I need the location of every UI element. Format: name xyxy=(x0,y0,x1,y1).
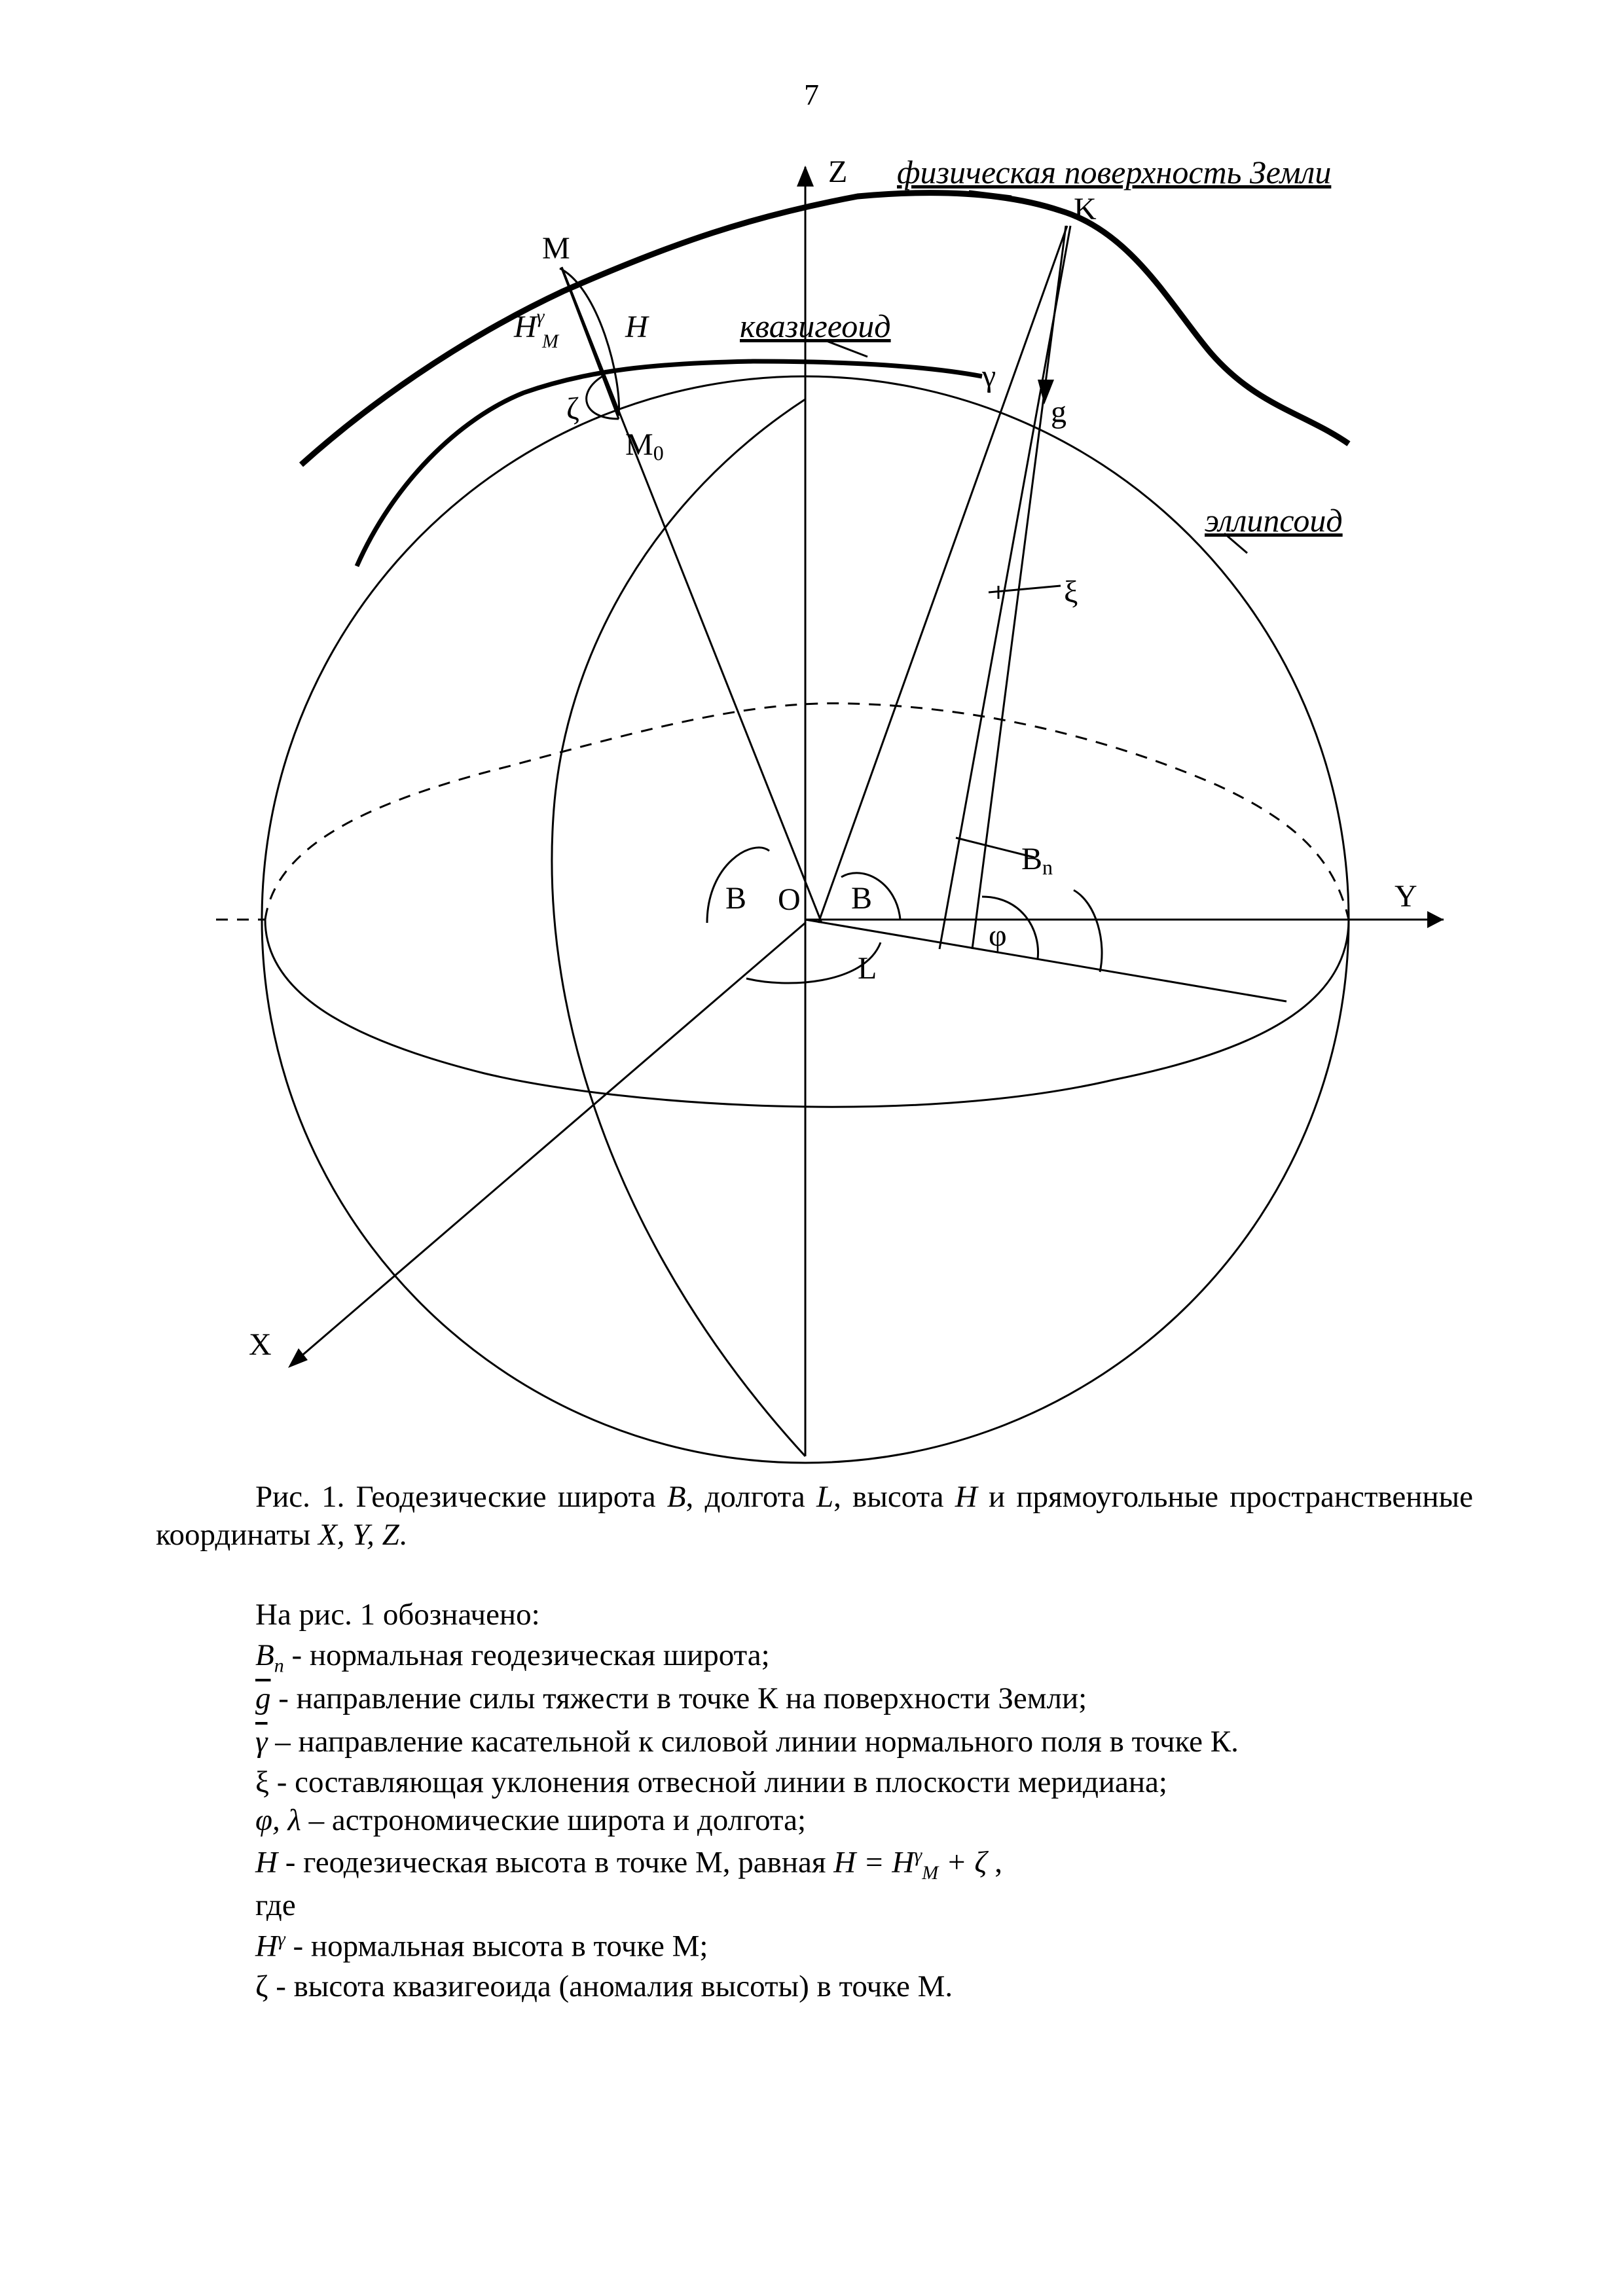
b-left-label: B xyxy=(725,881,747,916)
z-axis-label: Z xyxy=(828,154,848,189)
origin-label: O xyxy=(778,882,801,917)
bn-label: Bn xyxy=(1021,842,1053,879)
point-k-label: K xyxy=(1074,192,1097,226)
y-axis-label: Y xyxy=(1395,879,1417,914)
caption-part2: , долгота xyxy=(685,1480,816,1514)
legend-xi xyxy=(255,1765,1167,1800)
legend-gamma-text: – направление касательной к силовой линии нормального поля в точке К. xyxy=(267,1725,1239,1759)
g-label: g xyxy=(1051,395,1067,429)
ellipsoid-label: эллипсоид xyxy=(1205,502,1343,539)
gamma-label: γ xyxy=(982,359,996,393)
l-label: L xyxy=(858,951,877,986)
caption-xyz: X, Y, Z xyxy=(318,1518,399,1552)
legend-hg-symbol: H xyxy=(255,1929,278,1964)
point-m-label: M xyxy=(542,231,570,266)
figure-caption xyxy=(156,1478,1473,1554)
bn-arc xyxy=(1074,890,1102,972)
height-h-label: H xyxy=(625,310,648,344)
quasigeoid-label: квазигеоид xyxy=(740,308,891,344)
caption-h: H xyxy=(955,1480,977,1514)
legend-formula-sub: M xyxy=(922,1862,939,1884)
caption-b: B xyxy=(666,1480,686,1514)
legend-h-text: - геодезическая высота в точке М, равная xyxy=(277,1845,834,1880)
z-axis-arrowhead xyxy=(797,166,814,187)
legend-xi-text: - составляющая уклонения отвесной линии в плоскости меридиана; xyxy=(268,1765,1167,1799)
legend-intro: На рис. 1 обозначено: xyxy=(255,1598,540,1632)
legend-bn-sub: n xyxy=(274,1655,284,1677)
legend-zeta-symbol: ζ xyxy=(255,1969,268,2003)
quasigeoid-curve xyxy=(357,361,982,566)
legend-hg-sup: γ xyxy=(277,1928,285,1950)
legend-hg xyxy=(255,1928,708,1964)
legend-gamma xyxy=(255,1724,1239,1759)
physical-surface-label: физическая поверхность Земли xyxy=(897,154,1332,190)
page-number: 7 xyxy=(804,78,819,111)
caption-l: L xyxy=(816,1480,834,1514)
legend-phi-lambda-symbol: φ, λ xyxy=(255,1803,301,1837)
legend-zeta-text: - высота квазигеоида (аномалия высоты) в точке М. xyxy=(268,1969,953,2003)
legend-hg-text: - нормальная высота в точке М; xyxy=(285,1929,708,1964)
x-axis-arrowhead xyxy=(288,1348,308,1368)
caption-lead: Рис. 1. Геодезические широта xyxy=(255,1480,667,1514)
legend-h xyxy=(255,1844,1002,1884)
legend-formula-end: , xyxy=(987,1845,1002,1880)
b-right-label: B xyxy=(851,881,873,916)
meridian-left xyxy=(552,399,805,1456)
zeta-label: ζ xyxy=(566,391,579,426)
legend-g-symbol: $\overline{g}$ xyxy=(255,1681,271,1715)
point-m0-label: M0 xyxy=(625,427,664,465)
caption-part4: и прямоугольные пространственные координаты xyxy=(156,1480,1473,1552)
x-axis-label: X xyxy=(249,1327,272,1362)
equator-front xyxy=(265,920,1349,1107)
legend-bn xyxy=(255,1638,770,1677)
phi-label: φ xyxy=(989,918,1007,953)
legend-bn-symbol: B xyxy=(255,1638,274,1672)
legend-xi-symbol: ξ xyxy=(255,1765,269,1799)
y-axis-arrowhead xyxy=(1427,911,1444,928)
x-axis xyxy=(291,923,805,1365)
legend-bn-text: - нормальная геодезическая широта; xyxy=(283,1638,770,1672)
legend-formula-sup: γ xyxy=(914,1844,922,1866)
caption-end: . xyxy=(399,1518,407,1552)
xi-label: ξ xyxy=(1064,575,1078,609)
legend-phi-lambda xyxy=(255,1803,806,1838)
meridian-plane-line xyxy=(805,920,1286,1001)
caption-part3: , высота xyxy=(833,1480,955,1514)
legend-formula-tail: + ζ xyxy=(938,1845,987,1880)
legend-where: где xyxy=(255,1888,296,1922)
legend-zeta xyxy=(255,1969,953,2004)
normal-height-label: $H^\gamma$ M xyxy=(514,306,558,352)
legend-g xyxy=(255,1681,1087,1716)
legend-phi-lambda-text: – астрономические широта и долгота; xyxy=(301,1803,807,1837)
legend-formula: H = H xyxy=(833,1845,915,1880)
legend-g-text: - направление силы тяжести в точке К на поверхности Земли; xyxy=(270,1681,1087,1715)
legend-h-symbol: H xyxy=(255,1845,278,1880)
legend-gamma-symbol: $\overline{\gamma}$ xyxy=(255,1725,268,1759)
